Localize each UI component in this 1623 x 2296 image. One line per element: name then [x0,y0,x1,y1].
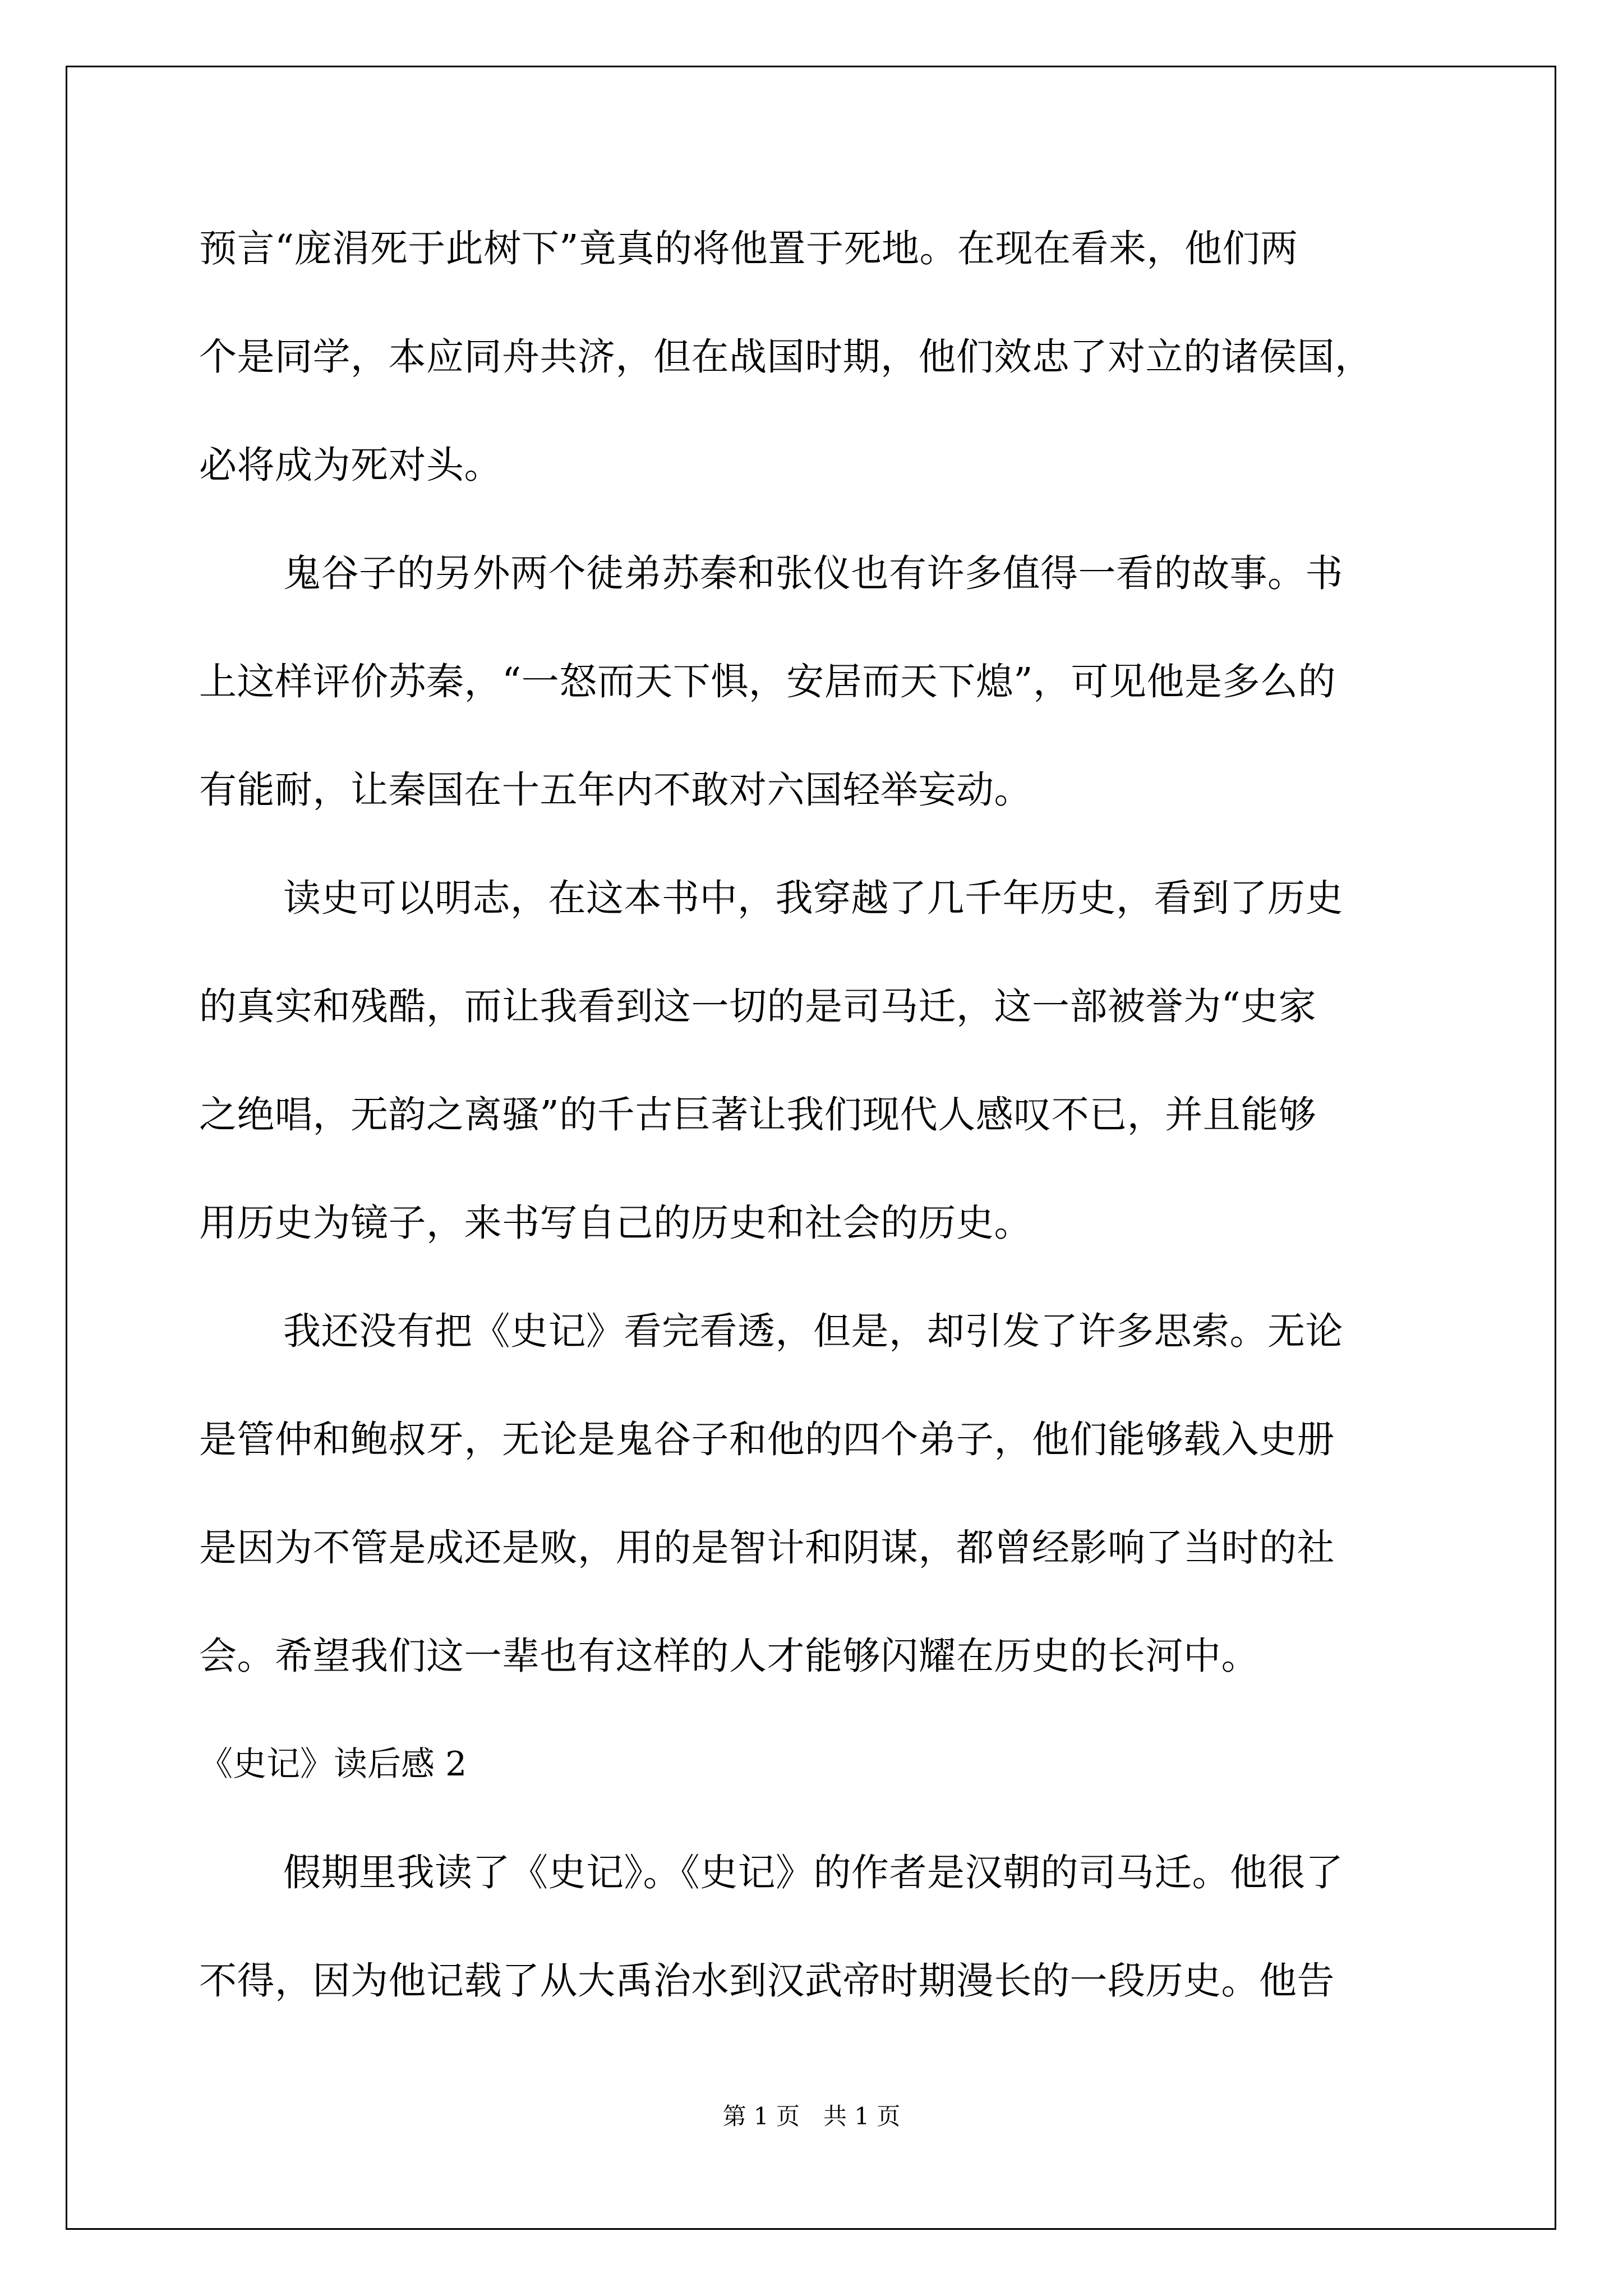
text-line: 个是同学，本应同舟共济，但在战国时期，他们效忠了对立的诸侯国， [199,335,1373,379]
text-line: 是因为不管是成还是败，用的是智计和阴谋，都曾经影响了当时的社 [199,1526,1335,1570]
text-line: 有能耐，让秦国在十五年内不敢对六国轻举妄动。 [199,768,1032,812]
text-line: 是管仲和鲍叔牙，无论是鬼谷子和他的四个弟子，他们能够载入史册 [199,1418,1335,1461]
text-line: 预言“庞涓死于此树下”竟真的将他置于死地。在现在看来，他们两 [199,227,1298,270]
text-line: 上这样评价苏秦，“一怒而天下惧，安居而天下熄”，可见他是多么的 [199,660,1336,703]
text-line: 不得，因为他记载了从大禹治水到汉武帝时期漫长的一段历史。他告 [199,1959,1335,2003]
text-line: 之绝唱，无韵之离骚”的千古巨著让我们现代人感叹不已，并且能够 [199,1093,1317,1137]
text-line: 用历史为镜子，来书写自己的历史和社会的历史。 [199,1201,1032,1245]
text-line: 的真实和残酷，而让我看到这一切的是司马迁，这一部被誉为“史家 [199,984,1317,1028]
text-line: 会。希望我们这一辈也有这样的人才能够闪耀在历史的长河中。 [199,1634,1259,1678]
paragraph-start-line: 我还没有把《史记》看完看透，但是，却引发了许多思索。无论 [283,1309,1343,1353]
document-body [199,215,1433,2055]
text-line: 必将成为死对头。 [199,443,502,487]
paragraph-start-line: 读史可以明志，在这本书中，我穿越了几千年历史，看到了历史 [283,876,1343,920]
paragraph-start-line: 假期里我读了《史记》。《史记》的作者是汉朝的司马迁。他很了 [283,1851,1344,1894]
section-title: 《史记》读后感 2 [199,1745,467,1784]
page-number-footer: 第 1 页 共 1 页 [722,2102,901,2130]
paragraph-start-line: 鬼谷子的另外两个徒弟苏秦和张仪也有许多值得一看的故事。书 [283,551,1343,595]
